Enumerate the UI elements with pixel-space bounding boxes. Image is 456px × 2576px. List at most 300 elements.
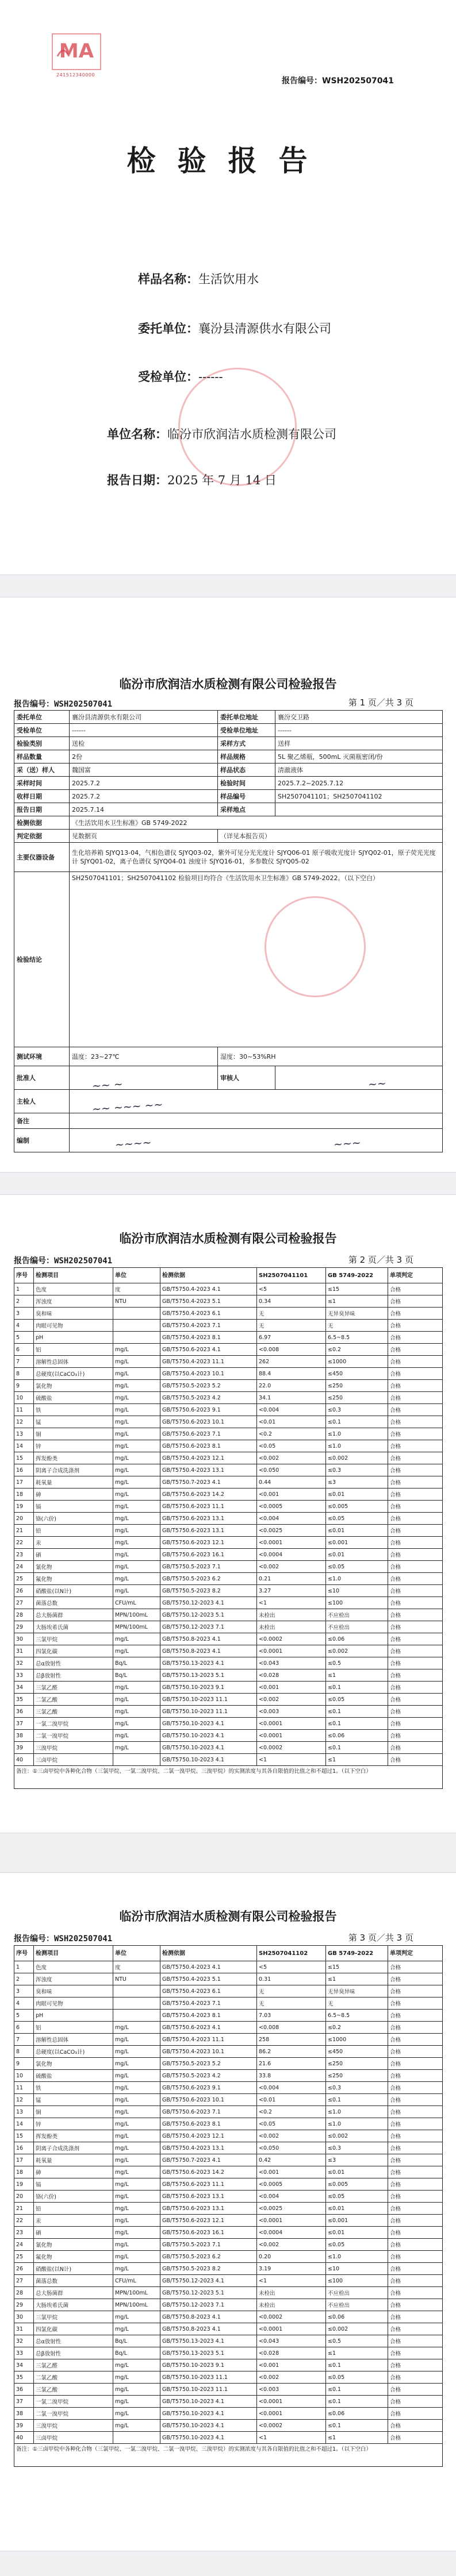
table-cell: mg/L xyxy=(113,1682,160,1694)
table-cell: GB/T5750.4-2023 8.1 xyxy=(160,1332,257,1344)
table-cell: GB/T5750.7-2023 4.1 xyxy=(160,1476,257,1488)
table-cell: GB/T5750.6-2023 8.1 xyxy=(160,1440,257,1452)
results-table xyxy=(14,1267,443,1789)
table-cell: 合格 xyxy=(388,1380,443,1392)
table-cell: mg/L xyxy=(113,1585,160,1597)
table-row xyxy=(14,1549,443,1561)
table-cell: 14 xyxy=(14,1440,34,1452)
table-cell: 3.27 xyxy=(257,1585,326,1597)
table-cell: GB/T5750.4-2023 11.1 xyxy=(160,2034,257,2046)
table-cell: 合格 xyxy=(388,1356,443,1368)
table-cell: 0.20 xyxy=(257,2251,326,2263)
table-cell: ≤0.005 xyxy=(326,1501,388,1513)
info-value: 送检 xyxy=(70,737,218,750)
table-cell: <0.004 xyxy=(257,1404,326,1416)
report-number xyxy=(14,698,112,709)
cma-code: 241512340000 xyxy=(56,72,95,78)
table-cell: ≤0.06 xyxy=(326,1633,388,1645)
table-cell: GB/T5750.12-2023 4.1 xyxy=(160,1597,257,1609)
table-cell: GB/T5750.6-2023 9.1 xyxy=(160,2082,257,2094)
table-cell: 合格 xyxy=(388,1730,443,1742)
table-cell: <0.0005 xyxy=(257,1501,326,1513)
table-cell: 合格 xyxy=(388,1645,443,1657)
table-cell: mg/L xyxy=(113,1645,160,1657)
table-cell: GB/T5750.4-2023 10.1 xyxy=(160,2046,257,2058)
table-cell: mg/L xyxy=(113,1464,160,1476)
table-cell: 三溴甲烷 xyxy=(34,2420,113,2432)
table-cell: GB/T5750.6-2023 13.1 xyxy=(160,2191,257,2203)
equip-value: 生化培养箱 SJYQ13-04，气相色谱仪 SJYQ03-02，紫外可见分光光度计 SJYQ06-01 原子吸收光度计 SJYQ02-01，原子荧光光度计 SJYQ01-02，离子色谱仪 SJYQ04-01 浊度计 SJYQ16-01，多参数仪 SJYQ05-02 xyxy=(70,843,443,872)
table-cell: GB/T5750.6-2023 13.1 xyxy=(160,2203,257,2215)
table-cell: GB/T5750.7-2023 4.1 xyxy=(160,2154,257,2166)
table-cell: Bq/L xyxy=(113,1657,160,1669)
table-cell: mg/L xyxy=(113,1368,160,1380)
table-cell: NTU xyxy=(113,1973,160,1985)
cover-value: 2025 年 7 月 14 日 xyxy=(167,473,277,487)
table-cell: 0.34 xyxy=(257,1295,326,1308)
table-cell: ≤0.2 xyxy=(326,1344,388,1356)
table-cell: GB/T5750.12-2023 5.1 xyxy=(160,1609,257,1621)
table-cell: 33 xyxy=(14,2347,34,2359)
table-cell: 34 xyxy=(14,2359,34,2371)
table-cell: mg/L xyxy=(113,1452,160,1464)
table-cell: 6.97 xyxy=(257,1332,326,1344)
table-cell: GB/T5750.10-2023 9.1 xyxy=(160,2359,257,2371)
info-row xyxy=(14,1113,443,1129)
table-cell: 合格 xyxy=(388,1742,443,1754)
table-row xyxy=(14,1985,443,1997)
table-cell: <0.0025 xyxy=(257,2203,326,2215)
table-cell: 2 xyxy=(14,1973,34,1985)
table-cell: 合格 xyxy=(388,2359,443,2371)
report-number xyxy=(282,75,394,86)
table-cell: mg/L xyxy=(113,2106,160,2118)
table-cell: 二氯一溴甲烷 xyxy=(34,2408,113,2420)
table-row xyxy=(14,1609,443,1621)
table-cell: 铁 xyxy=(34,1404,113,1416)
table-cell: <0.003 xyxy=(257,1706,326,1718)
info-value xyxy=(275,803,443,816)
table-cell: 20 xyxy=(14,1513,34,1525)
table-cell: <0.050 xyxy=(257,2142,326,2154)
table-cell: 合格 xyxy=(388,1657,443,1669)
table-cell: 合格 xyxy=(388,2371,443,2384)
table-cell: 硫酸盐 xyxy=(34,1392,113,1404)
table-cell: 合格 xyxy=(388,2010,443,2022)
table-cell: GB/T5750.6-2023 14.2 xyxy=(160,2166,257,2178)
table-row xyxy=(14,1501,443,1513)
compiler-signature-mark: ~~~~ xyxy=(114,1136,152,1152)
info-value: SH2507041101；SH2507041102 xyxy=(275,790,443,803)
table-cell: 33 xyxy=(14,1669,34,1682)
table-cell: GB/T5750.5-2023 8.2 xyxy=(160,1585,257,1597)
table-cell: GB/T5750.10-2023 4.1 xyxy=(160,2420,257,2432)
table-cell: <0.0001 xyxy=(257,1645,326,1657)
table-cell: 合格 xyxy=(388,1549,443,1561)
table-row xyxy=(14,2191,443,2203)
table-cell: <0.008 xyxy=(257,2022,326,2034)
table-cell: 32 xyxy=(14,2335,34,2347)
table-cell: 0.31 xyxy=(257,1973,326,1985)
table-cell: 合格 xyxy=(388,2299,443,2311)
report-page-3 xyxy=(0,1873,456,2551)
table-cell: GB/T5750.13-2023 5.1 xyxy=(160,2347,257,2359)
report-number-label: 报告编号： xyxy=(14,700,54,709)
table-cell: 无 xyxy=(257,1985,326,1997)
table-cell: 9 xyxy=(14,1380,34,1392)
table-cell: mg/L xyxy=(113,1392,160,1404)
table-cell: 合格 xyxy=(388,2239,443,2251)
table-cell: ≤0.05 xyxy=(326,1694,388,1706)
table-cell: ≤0.1 xyxy=(326,1718,388,1730)
table-cell: 合格 xyxy=(388,1513,443,1525)
table-cell: ≤0.05 xyxy=(326,1513,388,1525)
report-number xyxy=(14,1933,112,1944)
table-cell: 34 xyxy=(14,1682,34,1694)
info-row xyxy=(14,724,443,737)
table-cell: ≤15 xyxy=(326,1961,388,1973)
table-cell: 氯化物 xyxy=(34,1380,113,1392)
table-cell: mg/L xyxy=(113,1537,160,1549)
table-cell: ≤0.01 xyxy=(326,2227,388,2239)
table-row xyxy=(14,1718,443,1730)
table-cell: pH xyxy=(34,2010,113,2022)
table-row xyxy=(14,1283,443,1295)
table-cell: <0.028 xyxy=(257,2347,326,2359)
table-cell: <0.050 xyxy=(257,1464,326,1476)
table-cell: ≤1000 xyxy=(326,2034,388,2046)
table-cell: mg/L xyxy=(113,1718,160,1730)
info-value: 魏国富 xyxy=(70,763,218,777)
table-cell: 合格 xyxy=(388,1621,443,1633)
table-row xyxy=(14,1973,443,1985)
table-cell: 铅 xyxy=(34,1525,113,1537)
table-cell: 16 xyxy=(14,2142,34,2154)
table-cell: 氰化物 xyxy=(34,1561,113,1573)
table-cell: 12 xyxy=(14,2094,34,2106)
table-cell: GB/T5750.5-2023 6.2 xyxy=(160,1573,257,1585)
table-cell: 21.6 xyxy=(257,2058,326,2070)
table-cell: ≤0.1 xyxy=(326,2359,388,2371)
org-title: 临汾市欣润洁水质检测有限公司检验报告 xyxy=(119,1910,337,1923)
table-cell: ≤0.5 xyxy=(326,1657,388,1669)
table-cell: 肉眼可见物 xyxy=(34,1997,113,2010)
table-cell: GB/T5750.6-2023 11.1 xyxy=(160,2178,257,2191)
table-cell: 24 xyxy=(14,2239,34,2251)
table-cell: 1 xyxy=(14,1283,34,1295)
table-cell: ≤1.0 xyxy=(326,1573,388,1585)
table-cell: GB/T5750.5-2023 4.2 xyxy=(160,2070,257,2082)
reviewer-signature-mark: ~~ xyxy=(367,1077,387,1092)
table-cell: 3 xyxy=(14,1985,34,1997)
table-cell: 合格 xyxy=(388,2178,443,2191)
table-cell: 合格 xyxy=(388,2347,443,2359)
table-row xyxy=(14,2371,443,2384)
cma-logo-icon xyxy=(52,33,101,76)
table-cell: 合格 xyxy=(388,2251,443,2263)
table-cell: <0.0004 xyxy=(257,2227,326,2239)
table-cell: 总β放射性 xyxy=(34,2347,113,2359)
table-cell: <0.043 xyxy=(257,1657,326,1669)
table-cell: <0.004 xyxy=(257,2191,326,2203)
table-cell: GB/T5750.4-2023 12.1 xyxy=(160,2130,257,2142)
table-cell: mg/L xyxy=(113,1440,160,1452)
table-cell: mg/L xyxy=(113,2359,160,2371)
table-cell: 三氯甲烷 xyxy=(34,1633,113,1645)
table-cell: 4 xyxy=(14,1320,34,1332)
table-cell: 合格 xyxy=(388,1440,443,1452)
table-cell: <0.008 xyxy=(257,1344,326,1356)
info-label: 样品状态 xyxy=(218,763,275,777)
table-cell: mg/L xyxy=(113,1742,160,1754)
table-cell: 大肠埃希氏菌 xyxy=(34,2299,113,2311)
report-title: 检验报告 xyxy=(127,144,329,178)
table-cell: 39 xyxy=(14,1742,34,1754)
table-cell: GB/T5750.6-2023 8.1 xyxy=(160,2118,257,2130)
table-cell: 19 xyxy=(14,2178,34,2191)
table-cell: <0.001 xyxy=(257,1682,326,1694)
table-cell: GB/T5750.5-2023 5.2 xyxy=(160,1380,257,1392)
table-cell: ≤0.06 xyxy=(326,1730,388,1742)
table-row xyxy=(14,1488,443,1501)
table-cell: CFU/mL xyxy=(113,2275,160,2287)
table-row xyxy=(14,1706,443,1718)
table-row xyxy=(14,1669,443,1682)
table-cell: 合格 xyxy=(388,1332,443,1344)
table-cell: 合格 xyxy=(388,2227,443,2239)
table-cell: 26 xyxy=(14,1585,34,1597)
cover-page xyxy=(0,0,456,574)
inspector-label: 主检人 xyxy=(14,1090,70,1113)
table-cell: GB/T5750.5-2023 6.2 xyxy=(160,2251,257,2263)
table-cell: ≤450 xyxy=(326,2046,388,2058)
table-row xyxy=(14,2010,443,2022)
info-value: 送样 xyxy=(275,737,443,750)
table-row xyxy=(14,2094,443,2106)
table-cell: MPN/100mL xyxy=(113,2287,160,2299)
conclusion-label: 检验结论 xyxy=(14,872,70,1047)
table-cell: ≤3 xyxy=(326,2154,388,2166)
svg-text:MA: MA xyxy=(59,40,94,63)
table-cell: <0.05 xyxy=(257,1440,326,1452)
table-row xyxy=(14,2359,443,2371)
table-cell: GB/T5750.10-2023 11.1 xyxy=(160,2384,257,2396)
info-label: 收样日期 xyxy=(14,790,70,803)
env-label: 测试环境 xyxy=(14,1047,70,1066)
table-cell: 15 xyxy=(14,2130,34,2142)
table-cell: ≤0.2 xyxy=(326,2022,388,2034)
table-row xyxy=(14,1730,443,1742)
table-cell: ≤1.0 xyxy=(326,1440,388,1452)
info-row xyxy=(14,790,443,803)
table-cell: 不应检出 xyxy=(326,1609,388,1621)
table-cell: mg/L xyxy=(113,2094,160,2106)
table-cell: 合格 xyxy=(388,1754,443,1766)
table-cell: mg/L xyxy=(113,1525,160,1537)
table-cell: 氰化物 xyxy=(34,2239,113,2251)
table-cell: mg/L xyxy=(113,2251,160,2263)
table-cell: 0.42 xyxy=(257,2154,326,2166)
table-cell: 10 xyxy=(14,1392,34,1404)
table-cell: mg/L xyxy=(113,1428,160,1440)
table-cell xyxy=(113,1754,160,1766)
table-cell: 不应检出 xyxy=(326,2299,388,2311)
table-cell: mg/L xyxy=(113,2263,160,2275)
table-row xyxy=(14,1416,443,1428)
table-cell: ≤0.002 xyxy=(326,2130,388,2142)
column-header: GB 5749-2022 xyxy=(326,1946,388,1961)
table-cell: GB/T5750.4-2023 8.1 xyxy=(160,2010,257,2022)
judge-note: （详见本报告页） xyxy=(218,830,443,843)
table-cell: GB/T5750.4-2023 6.1 xyxy=(160,1308,257,1320)
table-cell: 合格 xyxy=(388,2046,443,2058)
table-cell: ≤0.3 xyxy=(326,2142,388,2154)
info-label: 样品编号 xyxy=(218,790,275,803)
table-cell: ≤0.01 xyxy=(326,1488,388,1501)
table-cell: <0.004 xyxy=(257,2082,326,2094)
table-cell: 88.4 xyxy=(257,1368,326,1380)
table-row xyxy=(14,1440,443,1452)
table-cell: 合格 xyxy=(388,1501,443,1513)
table-cell: mg/L xyxy=(113,2058,160,2070)
table-row xyxy=(14,1452,443,1464)
table-cell: 合格 xyxy=(388,2420,443,2432)
table-row xyxy=(14,1344,443,1356)
table-cell: 23 xyxy=(14,1549,34,1561)
table-cell: 合格 xyxy=(388,2203,443,2215)
table-row xyxy=(14,1537,443,1549)
table-cell: 阴离子合成洗涤剂 xyxy=(34,1464,113,1476)
table-cell: 氟化物 xyxy=(34,1573,113,1585)
page-number: 第 1 页／共 3 页 xyxy=(348,697,413,708)
table-cell: 合格 xyxy=(388,1308,443,1320)
table-cell: 3.19 xyxy=(257,2263,326,2275)
table-cell: CFU/mL xyxy=(113,1597,160,1609)
table-cell: 15 xyxy=(14,1452,34,1464)
table-cell: 不应检出 xyxy=(326,1621,388,1633)
table-cell: 合格 xyxy=(388,2408,443,2420)
table-cell: ≤250 xyxy=(326,2058,388,2070)
table-cell: 铜 xyxy=(34,1428,113,1440)
table-cell: GB/T5750.8-2023 4.1 xyxy=(160,2311,257,2323)
table-cell: 合格 xyxy=(388,2311,443,2323)
table-cell: GB/T5750.6-2023 12.1 xyxy=(160,2215,257,2227)
table-cell: ≤1 xyxy=(326,2347,388,2359)
table-cell: 色度 xyxy=(34,1283,113,1295)
table-cell: 36 xyxy=(14,2384,34,2396)
table-cell xyxy=(113,1332,160,1344)
org-title: 临汾市欣润洁水质检测有限公司检验报告 xyxy=(119,1232,337,1245)
table-cell: Bq/L xyxy=(113,2347,160,2359)
table-cell: ≤1 xyxy=(326,1669,388,1682)
table-cell: <0.0001 xyxy=(257,2215,326,2227)
table-cell: 未检出 xyxy=(257,1621,326,1633)
table-row xyxy=(14,1633,443,1645)
info-value: ------ xyxy=(70,724,218,737)
table-header-row xyxy=(14,1946,443,1961)
table-cell: 合格 xyxy=(388,2384,443,2396)
table-cell: 6.5~8.5 xyxy=(326,2010,388,2022)
table-cell: mg/L xyxy=(113,2311,160,2323)
report-number-value: WSH202507041 xyxy=(54,1256,113,1266)
table-cell: 总硬度(以CaCO₃计) xyxy=(34,1368,113,1380)
table-cell: 合格 xyxy=(388,1633,443,1645)
judge-label: 判定依据 xyxy=(14,830,70,843)
table-cell: 262 xyxy=(257,1356,326,1368)
table-cell: GB/T5750.5-2023 7.1 xyxy=(160,1561,257,1573)
table-cell: 7 xyxy=(14,2034,34,2046)
table-cell: <0.0001 xyxy=(257,1718,326,1730)
table-cell: GB/T5750.6-2023 10.1 xyxy=(160,1416,257,1428)
table-cell: GB/T5750.10-2023 4.1 xyxy=(160,1754,257,1766)
column-header: 单项判定 xyxy=(388,1268,443,1283)
table-row xyxy=(14,1356,443,1368)
table-cell: GB/T5750.10-2023 4.1 xyxy=(160,2396,257,2408)
table-cell: 17 xyxy=(14,2154,34,2166)
table-cell: mg/L xyxy=(113,2384,160,2396)
table-cell: ≤100 xyxy=(326,2275,388,2287)
table-cell: 11 xyxy=(14,1404,34,1416)
table-note: 备注：①三卤甲烷中各种化合物（三氯甲烷、一氯二溴甲烷、二氯一溴甲烷、三溴甲烷）的实测浓度与其各自限值的比值之和不超过1。（以下空白） xyxy=(14,1766,443,1789)
table-cell: <0.0001 xyxy=(257,1730,326,1742)
column-header: GB 5749-2022 xyxy=(326,1268,388,1283)
table-cell: 合格 xyxy=(388,1706,443,1718)
table-row xyxy=(14,1997,443,2010)
table-cell: GB/T5750.4-2023 13.1 xyxy=(160,2142,257,2154)
info-label: 检验类别 xyxy=(14,737,70,750)
table-cell: ≤0.06 xyxy=(326,2311,388,2323)
table-cell: <0.002 xyxy=(257,2130,326,2142)
table-cell: mg/L xyxy=(113,2118,160,2130)
table-row xyxy=(14,2154,443,2166)
table-cell: 总大肠菌群 xyxy=(34,1609,113,1621)
table-cell: ≤1 xyxy=(326,1295,388,1308)
table-cell: 二氯一溴甲烷 xyxy=(34,1730,113,1742)
table-cell: 合格 xyxy=(388,2432,443,2444)
table-cell: 三氯乙醛 xyxy=(34,2359,113,2371)
table-cell: 镉 xyxy=(34,2178,113,2191)
table-cell: ≤0.005 xyxy=(326,2178,388,2191)
table-cell: mg/L xyxy=(113,2082,160,2094)
table-cell: 0.21 xyxy=(257,1573,326,1585)
table-cell: 硒 xyxy=(34,1549,113,1561)
table-cell: 铬(六价) xyxy=(34,1513,113,1525)
column-header: 单项判定 xyxy=(388,1946,443,1961)
table-cell: GB/T5750.12-2023 7.1 xyxy=(160,2299,257,2311)
table-cell: mg/L xyxy=(113,2371,160,2384)
cover-label: 受检单位： xyxy=(138,369,198,384)
info-value: 2025.7.2 xyxy=(70,777,218,790)
table-cell: 86.2 xyxy=(257,2046,326,2058)
table-cell: ≤0.06 xyxy=(326,2408,388,2420)
table-cell: 铅 xyxy=(34,2203,113,2215)
table-cell: mg/L xyxy=(113,2239,160,2251)
table-cell: 合格 xyxy=(388,1476,443,1488)
lab-stamp xyxy=(265,896,366,997)
table-cell: 28 xyxy=(14,1609,34,1621)
table-cell: GB/T5750.5-2023 7.1 xyxy=(160,2239,257,2251)
table-cell: mg/L xyxy=(113,2191,160,2203)
table-cell: GB/T5750.6-2023 7.1 xyxy=(160,2106,257,2118)
table-cell: GB/T5750.10-2023 4.1 xyxy=(160,2432,257,2444)
table-cell: <0.001 xyxy=(257,2166,326,2178)
table-cell: 合格 xyxy=(388,1597,443,1609)
info-value: 襄汾交卫路 xyxy=(275,711,443,724)
table-row xyxy=(14,1573,443,1585)
table-cell: mg/L xyxy=(113,2046,160,2058)
table-cell: GB/T5750.4-2023 7.1 xyxy=(160,1320,257,1332)
table-cell: 合格 xyxy=(388,2034,443,2046)
